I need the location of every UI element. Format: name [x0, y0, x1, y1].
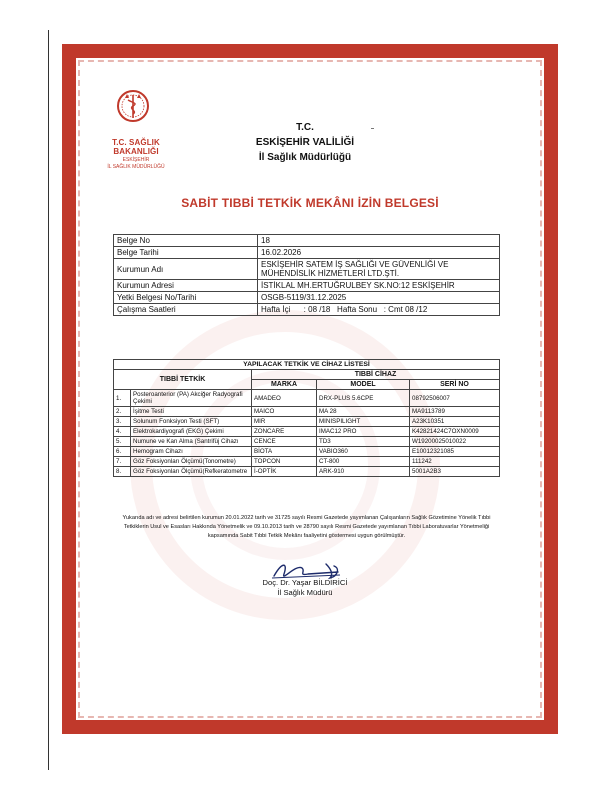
approval-text: Yukarıda adı ve adresi belirtilen kurumun 20.01.2022 tarih ve 31725 sayılı Resmi Gazetede yayımlanan Çalışanların Sağlık Gözetimine Yönelik Tıbbi Tetkiklerin Usul ve Esasları Hakkında Yönetmelik ve 09.10.2013 tarih ve 28790 sayılı Resmi Gazetede yayımlanan Tıbbi Laboratuvarlar Yönetmeliği kapsamında Sabit Tıbbi Tetkik Mekânı faaliyetini göstermesi uygun görülmüştür.	[122, 515, 491, 539]
device-brand: TOPCON	[252, 457, 317, 467]
signer-block	[225, 578, 385, 598]
test-name: Posteroanterior (PA) Akciğer Radyografi Çekimi	[131, 390, 252, 407]
test-no: 5.	[114, 437, 131, 447]
header-line-1: T.C.	[296, 122, 314, 133]
test-name: Göz Foksiyonları Ölçümü(Tonometre)	[131, 457, 252, 467]
document-title: SABİT TIBBİ TETKİK MEKÂNI İZİN BELGESİ	[181, 196, 439, 210]
device-brand: İ-OPTİK	[252, 467, 317, 477]
info-row	[114, 259, 500, 280]
table-row	[114, 457, 500, 467]
info-row	[114, 280, 500, 292]
test-rows	[114, 390, 500, 477]
device-model: MINISPILIGHT	[317, 417, 410, 427]
info-value: 18	[258, 235, 500, 247]
info-row	[114, 235, 500, 247]
device-brand: MIR	[252, 417, 317, 427]
info-value: ESKİŞEHİR SATEM İŞ SAĞLIĞI VE GÜVENLİĞİ VE MÜHENDİSLİK HİZMETLERİ LTD.ŞTİ.	[258, 259, 500, 280]
header-line-2: ESKİŞEHİR VALİLİĞİ	[255, 137, 355, 148]
col-device-header: TIBBİ CİHAZ	[252, 370, 500, 380]
device-serial: K42821424C7OXN0009	[410, 427, 500, 437]
info-value: 16.02.2026	[258, 247, 500, 259]
info-label: Çalışma Saatleri	[114, 304, 258, 316]
col-test-header: TIBBİ TETKİK	[114, 370, 252, 390]
table-row	[114, 437, 500, 447]
info-label: Belge No	[114, 235, 258, 247]
ministry-city: ESKİŞEHİR	[122, 157, 150, 163]
col-model-header: MODEL	[317, 380, 410, 390]
info-label: Kurumun Adresi	[114, 280, 258, 292]
col-serial-header: SERİ NO	[410, 380, 500, 390]
test-no: 4.	[114, 427, 131, 437]
test-no: 2.	[114, 407, 131, 417]
device-brand: MAICO	[252, 407, 317, 417]
device-model: IMAC12 PRO	[317, 427, 410, 437]
device-model: CT-800	[317, 457, 410, 467]
test-name: Numune ve Kan Alma (Santrifüj Cihazı	[131, 437, 252, 447]
test-no: 6.	[114, 447, 131, 457]
table-row	[114, 417, 500, 427]
device-brand: CENCE	[252, 437, 317, 447]
section-header-row	[114, 360, 500, 370]
info-label: Belge Tarihi	[114, 247, 258, 259]
test-no: 1.	[114, 390, 131, 407]
device-serial: 08792506007	[410, 390, 500, 407]
signer-title: İl Sağlık Müdürü	[277, 588, 333, 597]
device-serial: 111242	[410, 457, 500, 467]
column-header-row	[114, 370, 500, 380]
test-no: 8.	[114, 467, 131, 477]
signer-name: Doç. Dr. Yaşar BİLDİRİCİ	[262, 578, 348, 587]
device-serial: E10012321085	[410, 447, 500, 457]
info-row	[114, 247, 500, 259]
info-row	[114, 304, 500, 316]
info-value: İSTİKLAL MH.ERTUĞRULBEY SK.NO:12 ESKİŞEHİR	[258, 280, 500, 292]
scan-edge-line	[48, 30, 49, 770]
table-row	[114, 427, 500, 437]
device-serial: W19200025010022	[410, 437, 500, 447]
info-row	[114, 292, 500, 304]
test-name: Solunum Fonksiyon Testi (SFT)	[131, 417, 252, 427]
device-brand: AMADEO	[252, 390, 317, 407]
table-row	[114, 467, 500, 477]
test-name: Elektrokardiyografi (EKG) Çekimi	[131, 427, 252, 437]
info-label: Kurumun Adı	[114, 259, 258, 280]
info-value: Hafta İçi : 08 /18 Hafta Sonu : Cmt 08 /12	[258, 304, 500, 316]
device-model: DRX-PLUS 5.6CPE	[317, 390, 410, 407]
test-name: Göz Foksiyonları Ölçümü(Refkeratometre	[131, 467, 252, 477]
device-model: ARK-910	[317, 467, 410, 477]
device-model: MA 28	[317, 407, 410, 417]
test-no: 3.	[114, 417, 131, 427]
device-brand: ZONCARE	[252, 427, 317, 437]
device-serial: MA9113789	[410, 407, 500, 417]
section-title: YAPILACAK TETKİK VE CİHAZ LİSTESİ	[114, 360, 500, 370]
ministry-logo-icon	[115, 88, 151, 132]
test-device-table	[113, 359, 500, 477]
device-model: TD3	[317, 437, 410, 447]
ministry-name: T.C. SAĞLIK BAKANLIĞI	[112, 138, 160, 156]
device-brand: BİOTA	[252, 447, 317, 457]
info-table	[113, 234, 500, 316]
ministry-block	[96, 138, 176, 170]
test-no: 7.	[114, 457, 131, 467]
test-name: İşitme Testi	[131, 407, 252, 417]
info-value: OSGB-5119/31.12.2025	[258, 292, 500, 304]
ministry-unit: İL SAĞLIK MÜDÜRLÜĞÜ	[107, 164, 165, 170]
col-brand-header: MARKA	[252, 380, 317, 390]
table-row	[114, 447, 500, 457]
device-serial: 5001A2B3	[410, 467, 500, 477]
device-model: VABIO360	[317, 447, 410, 457]
table-row	[114, 390, 500, 407]
info-label: Yetki Belgesi No/Tarihi	[114, 292, 258, 304]
table-row	[114, 407, 500, 417]
header-block	[225, 120, 385, 165]
device-serial: A23K10351	[410, 417, 500, 427]
header-line-3: İl Sağlık Müdürlüğü	[258, 152, 352, 163]
test-name: Hemogram Cihazı	[131, 447, 252, 457]
